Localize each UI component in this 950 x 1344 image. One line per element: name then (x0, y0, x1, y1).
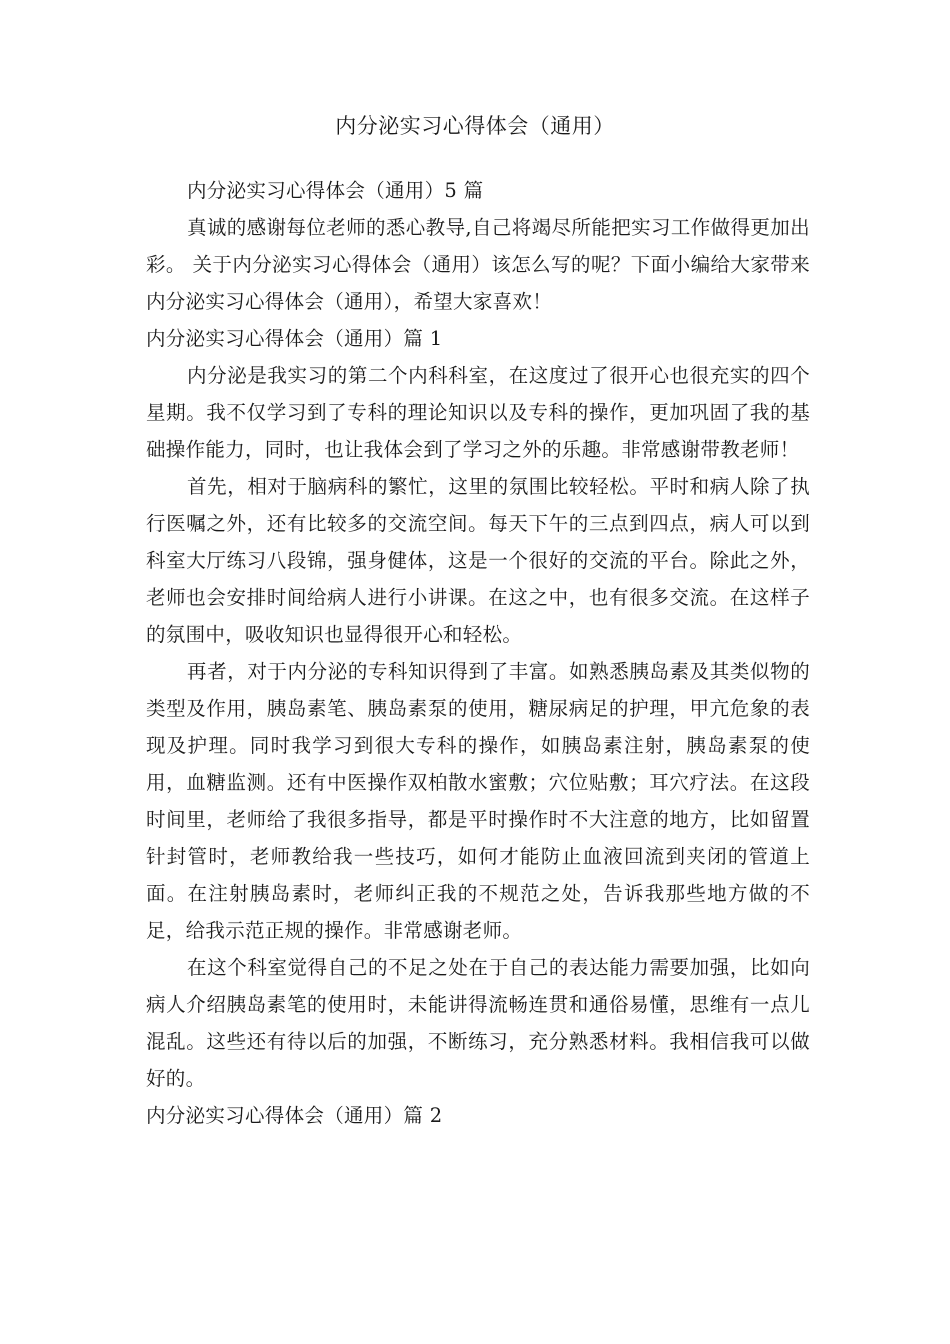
document-title: 内分泌实习心得体会（通用） (335, 114, 615, 138)
document-body (146, 172, 810, 1134)
document-subtitle: 内分泌实习心得体会（通用）5 篇 (187, 179, 484, 202)
section-1-paragraph-3: 再者，对于内分泌的专科知识得到了丰富。如熟悉胰岛素及其类似物的类型及作用，胰岛素笔、胰岛素泵的使用，糖尿病足的护理，甲亢危象的表现及护理。同时我学习到很大专科的操作，如胰岛素注射，胰岛素泵的使用，血糖监测。还有中医操作双柏散水蜜敷；穴位贴敷；耳穴疗法。在这段时间里，老师给了我很多指导，都是平时操作时不大注意的地方，比如留置针封管时，老师教给我一些技巧，如何才能防止血液回流到夹闭的管道上面。在注射胰岛素时，老师纠正我的不规范之处，告诉我那些地方做的不足，给我示范正规的操作。非常感谢老师。 (146, 660, 810, 942)
section-1-paragraph-1: 内分泌是我实习的第二个内科科室，在这度过了很开心也很充实的四个星期。我不仅学习到了专科的理论知识以及专科的操作，更加巩固了我的基础操作能力，同时，也让我体会到了学习之外的乐趣。非常感谢带教老师！ (146, 364, 810, 461)
intro-paragraph: 真诚的感谢每位老师的悉心教导,自己将竭尽所能把实习工作做得更加出彩。 关于内分泌实习心得体会（通用）该怎么写的呢？下面小编给大家带来内分泌实习心得体会（通用），希望大家喜欢！ (146, 216, 810, 313)
section-1-paragraph-2: 首先，相对于脑病科的繁忙，这里的氛围比较轻松。平时和病人除了执行医嘱之外，还有比较多的交流空间。每天下午的三点到四点，病人可以到科室大厅练习八段锦，强身健体，这是一个很好的交流的平台。除此之外，老师也会安排时间给病人进行小讲课。在这之中，也有很多交流。在这样子的氛围中，吸收知识也显得很开心和轻松。 (146, 475, 810, 646)
section-1-paragraph-4: 在这个科室觉得自己的不足之处在于自己的表达能力需要加强，比如向病人介绍胰岛素笔的使用时，未能讲得流畅连贯和通俗易懂，思维有一点儿混乱。这些还有待以后的加强，不断练习，充分熟悉材料。我相信我可以做好的。 (146, 956, 810, 1090)
section-1-heading: 内分泌实习心得体会（通用）篇 1 (146, 327, 443, 350)
section-2-heading: 内分泌实习心得体会（通用）篇 2 (146, 1104, 443, 1127)
